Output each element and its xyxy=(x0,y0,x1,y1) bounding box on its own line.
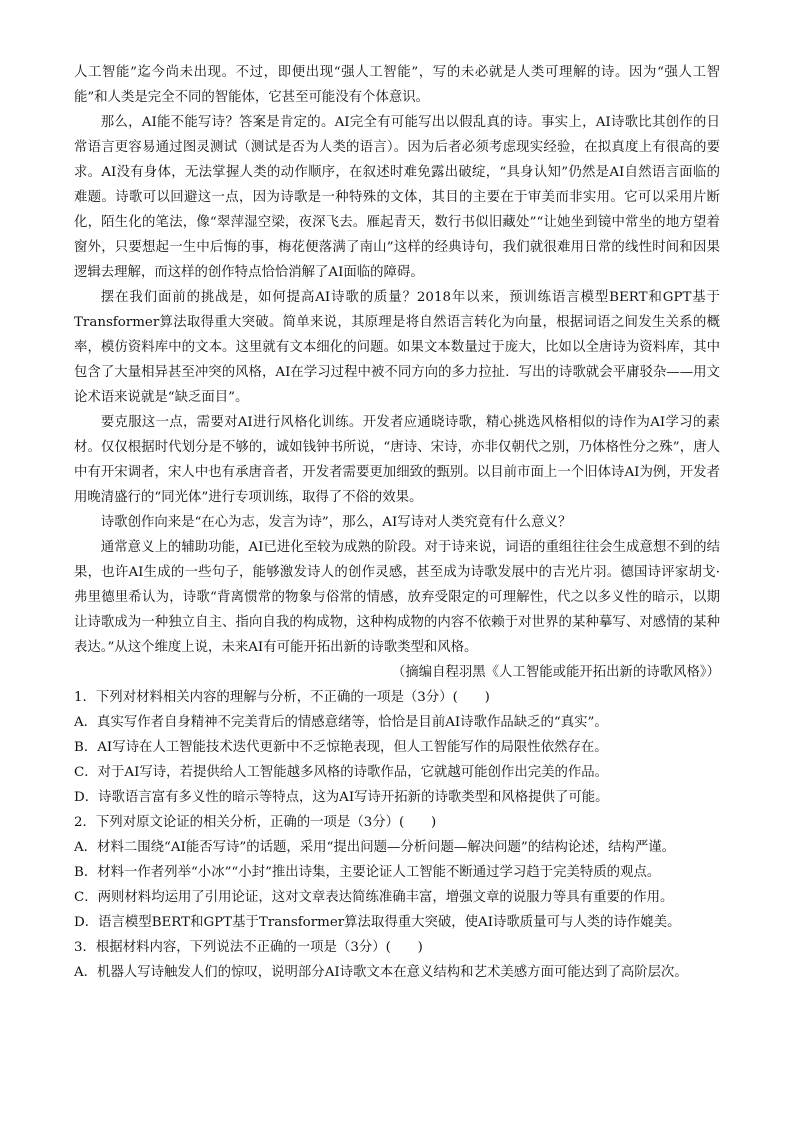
question-2-option-c: C．两则材料均运用了引用论证，这对文章表达简练准确丰富，增强文章的说服力等具有重要的作用。 xyxy=(74,890,674,905)
question-2-option-a: A．材料二围绕“AI能否写诗”的话题，采用“提出问题—分析问题—解决问题”的结构论述，结构严谨。 xyxy=(74,840,676,855)
question-1-option-c: C．对于AI写诗，若提供给人工智能越多风格的诗歌作品，它就越可能创作出完美的作品。 xyxy=(74,765,609,780)
paragraph-style-training: 要克服这一点，需要对AI进行风格化训练。开发者应通晓诗歌，精心挑选风格相似的诗作为AI学习的素材。仅仅根据时代划分是不够的，诚如钱钟书所说，“唐诗、宋诗，亦非仅朝代之别，乃体格性分之殊”，唐人中有开宋调者，宋人中也有承唐音者，开发者需要更加细致的甄别。以目前市面上一个旧体诗AI为例，开发者用晚清盛行的“同光体”进行专项训练，取得了不俗的效果。 xyxy=(74,415,720,505)
question-3-option-a: A．机器人写诗触发人们的惊叹，说明部分AI诗歌文本在意义结构和艺术美感方面可能达到了高阶层次。 xyxy=(74,965,688,980)
question-1-option-d: D．诗歌语言富有多义性的暗示等特点，这为AI写诗开拓新的诗歌类型和风格提供了可能。 xyxy=(74,790,609,805)
paragraph-ai-can-write: 那么，AI能不能写诗？答案是肯定的。AI完全有可能写出以假乱真的诗。事实上，AI诗歌比其创作的日常语言更容易通过图灵测试（测试是否为人类的语言）。因为后者必须考虑现实经验，在拟真度上有很高的要求。AI没有身体，无法掌握人类的动作顺序，在叙述时难免露出破绽，“具身认知”仍然是AI自然语言面临的难题。诗歌可以回避这一点，因为诗歌是一种特殊的文体，其目的主要在于审美而非实用。它可以采用片断化，陌生化的笔法，像“翠萍湿空梁，夜深飞去。雁起青天，数行书似旧藏处”“让她坐到镜中常坐的地方望着窗外，只要想起一生中后悔的事，梅花便落满了南山”这样的经典诗句，我们就很难用日常的线性时间和因果逻辑去理解，而这样的创作特点恰恰消解了AI面临的障碍。 xyxy=(74,115,720,280)
question-2-option-b: B．材料一作者列举“小冰”“小封”推出诗集，主要论证人工智能不断通过学习趋于完美特质的观点。 xyxy=(74,865,661,880)
question-2-option-d: D．语言模型BERT和GPT基于Transformer算法取得重大突破，使AI诗歌质量可与人类的诗作媲美。 xyxy=(74,915,681,930)
question-1-stem: 1．下列对材料相关内容的理解与分析，不正确的一项是（3分）( ) xyxy=(74,690,490,705)
question-2-stem: 2．下列对原文论证的相关分析，正确的一项是（3分）( ) xyxy=(74,815,437,830)
question-1-option-b: B．AI写诗在人工智能技术迭代更新中不乏惊艳表现，但人工智能写作的局限性依然存在。 xyxy=(74,740,608,755)
question-3-stem: 3．根据材料内容，下列说法不正确的一项是（3分）( ) xyxy=(74,940,423,955)
source-citation: （摘编自程羽黑《人工智能或能开拓出新的诗歌风格》） xyxy=(391,665,720,680)
question-1-option-a: A．真实写作者自身精神不完美背后的情感意绪等，恰恰是目前AI诗歌作品缺乏的“真实”。 xyxy=(74,715,608,730)
paragraph-meaning: 通常意义上的辅助功能，AI已进化至较为成熟的阶段。对于诗来说，词语的重组往往会生成意想不到的结果，也许AI生成的一些句子，能够激发诗人的创作灵感，甚至成为诗歌发展中的吉光片羽。德国诗评家胡戈·弗里德里希认为，诗歌“背离惯常的物象与俗常的情感，放弃受限定的可理解性，代之以多义性的暗示，以期让诗歌成为一种独立自主、指向自我的构成物，这种构成物的内容不依赖于对世界的某种摹写、对感情的某种表达。”从这个维度上说，未来AI有可能开拓出新的诗歌类型和风格。 xyxy=(74,540,720,655)
paragraph-question: 诗歌创作向来是“在心为志，发言为诗”，那么，AI写诗对人类究竟有什么意义？ xyxy=(100,515,572,530)
paragraph-continuation: 人工智能”迄今尚未出现。不过，即便出现“强人工智能”，写的未必就是人类可理解的诗。因为“强人工智能”和人类是完全不同的智能体，它甚至可能没有个体意识。 xyxy=(74,65,720,105)
paragraph-challenge: 摆在我们面前的挑战是，如何提高AI诗歌的质量？2018年以来，预训练语言模型BERT和GPT基于Transformer算法取得重大突破。简单来说，其原理是将自然语言转化为向量，根据词语之间发生关系的概率，模仿资料库中的文本。这里就有文本细化的问题。如果文本数量过于庞大，比如以全唐诗为资料库，其中包含了大量相异甚至冲突的风格，AI在学习过程中被不同方向的多力拉扯．写出的诗歌就会平庸驳杂——用文论术语来说就是“缺乏面目”。 xyxy=(74,290,720,405)
